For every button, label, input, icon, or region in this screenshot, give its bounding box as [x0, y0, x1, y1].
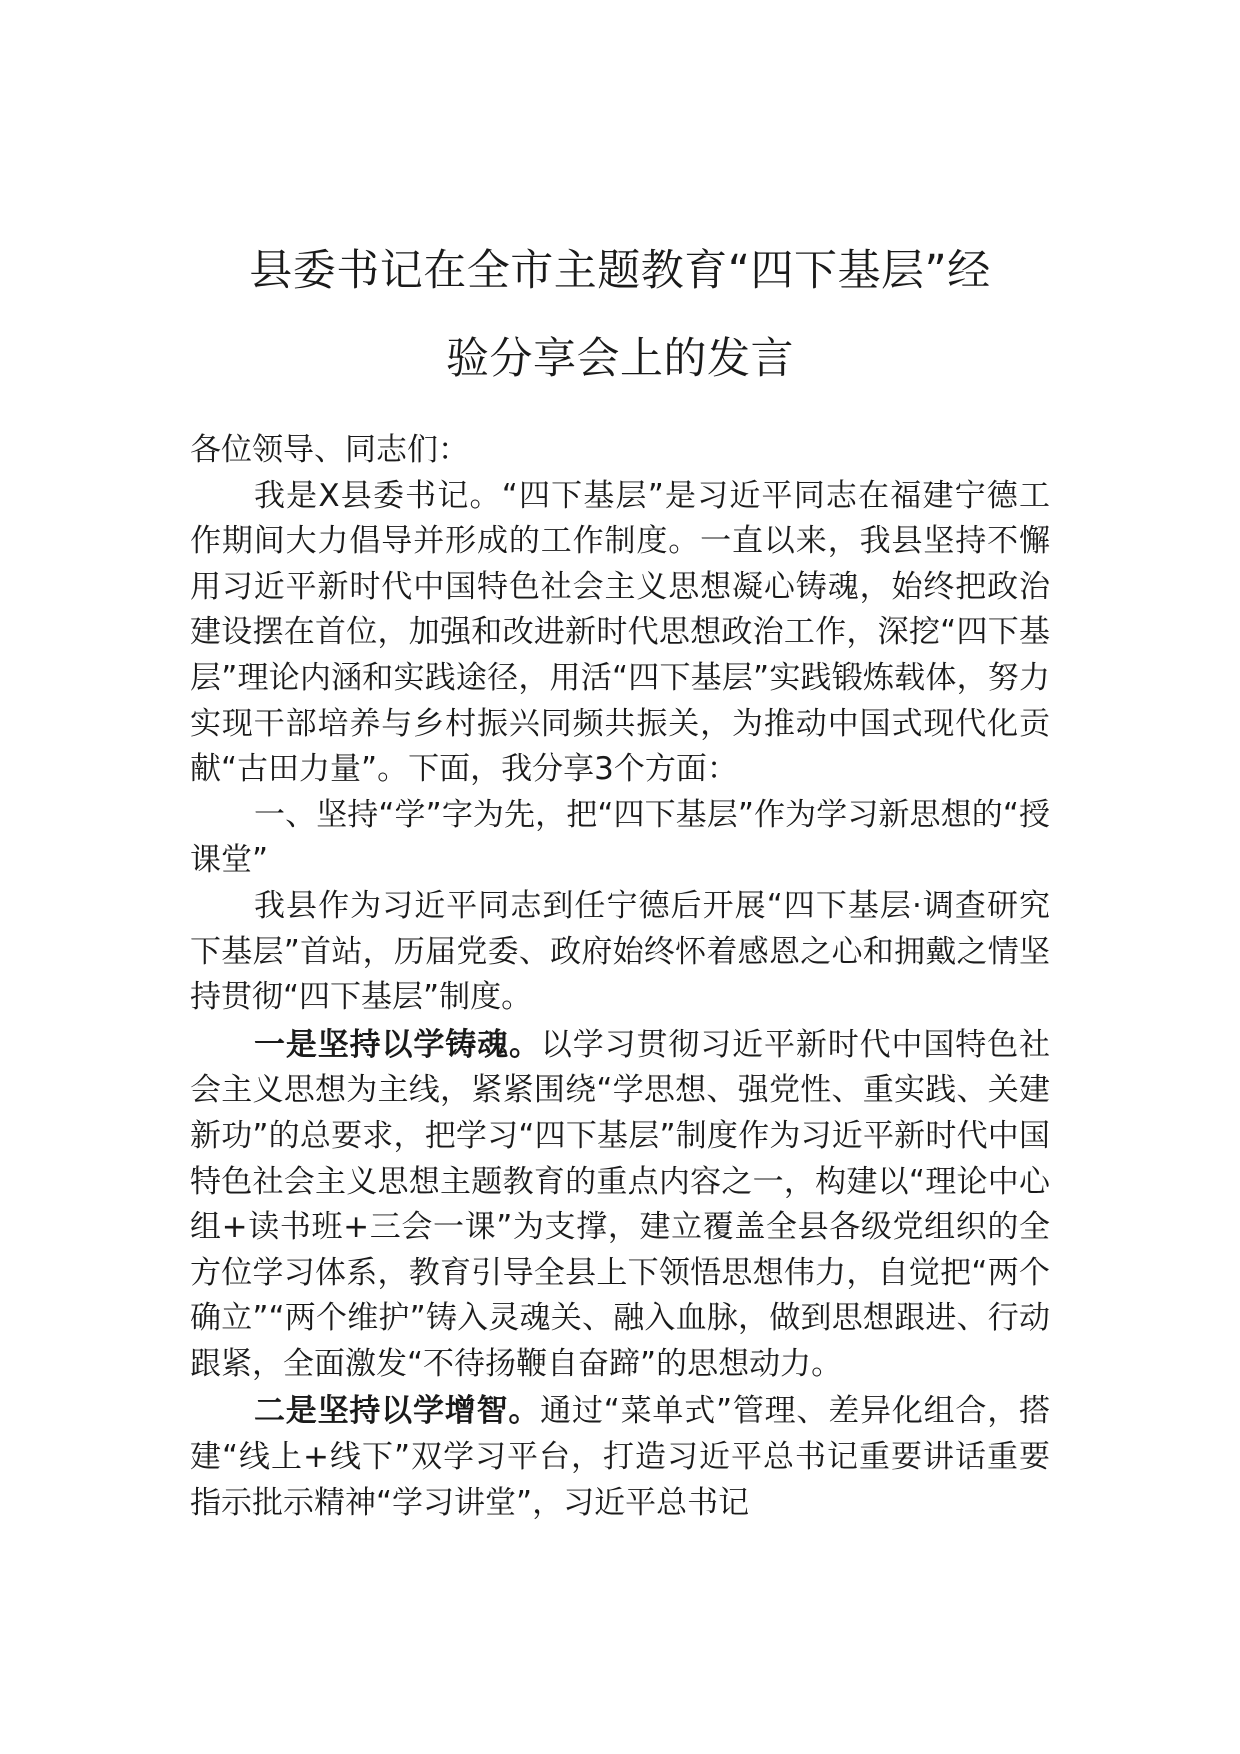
- point-2-lead: 二是坚持以学增智。: [254, 1393, 541, 1430]
- paragraph-intro: 我是X县委书记。“四下基层”是习近平同志在福建宁德工作期间大力倡导并形成的工作制度。一直以来，我县坚持不懈用习近平新时代中国特色社会主义思想凝心铸魂，始终把政治建设摆在首位，加强和改进新时代思想政治工作，深挖“四下基层”理论内涵和实践途径，用活“四下基层”实践锻炼载体，努力实现干部培养与乡村振兴同频共振关，为推动中国式现代化贡献“古田力量”。下面，我分享3个方面：: [190, 477, 1050, 788]
- point-2-text: 通过“菜单式”管理、差异化组合，搭建“线上+线下”双学习平台，打造习近平总书记重要讲话重要指示批示精神“学习讲堂”，习近平总书记: [190, 1393, 1050, 1521]
- paragraph-background: 我县作为习近平同志到任宁德后开展“四下基层·调查研究下基层”首站，历届党委、政府始终怀着感恩之心和拥戴之情坚持贯彻“四下基层”制度。: [190, 887, 1050, 1016]
- paragraph-point-2: [190, 1389, 1050, 1526]
- document-body: [190, 428, 1050, 1526]
- point-1-text: 以学习贯彻习近平新时代中国特色社会主义思想为主线，紧紧围绕“学思想、强党性、重实践、关建新功”的总要求，把学习“四下基层”制度作为习近平新时代中国特色社会主义思想主题教育的重点内容之一，构建以“理论中心组+读书班+三会一课”为支撑，建立覆盖全县各级党组织的全方位学习体系，教育引导全县上下领悟思想伟力，自觉把“两个确立”“两个维护”铸入灵魂关、融入血脉，做到思想跟进、行动跟紧，全面激发“不待扬鞭自奋蹄”的思想动力。: [190, 1026, 1050, 1382]
- salutation: 各位领导、同志们：: [190, 432, 469, 468]
- document-title: [150, 227, 1090, 403]
- title-line-1: 县委书记在全市主题教育“四下基层”经: [249, 245, 991, 296]
- title-line-2: 验分享会上的发言: [446, 333, 794, 384]
- point-1-lead: 一是坚持以学铸魂。: [254, 1026, 541, 1063]
- paragraph-point-1: [190, 1023, 1050, 1388]
- section-heading-1: 一、坚持“学”字为先，把“四下基层”作为学习新思想的“授课堂”: [190, 796, 1050, 879]
